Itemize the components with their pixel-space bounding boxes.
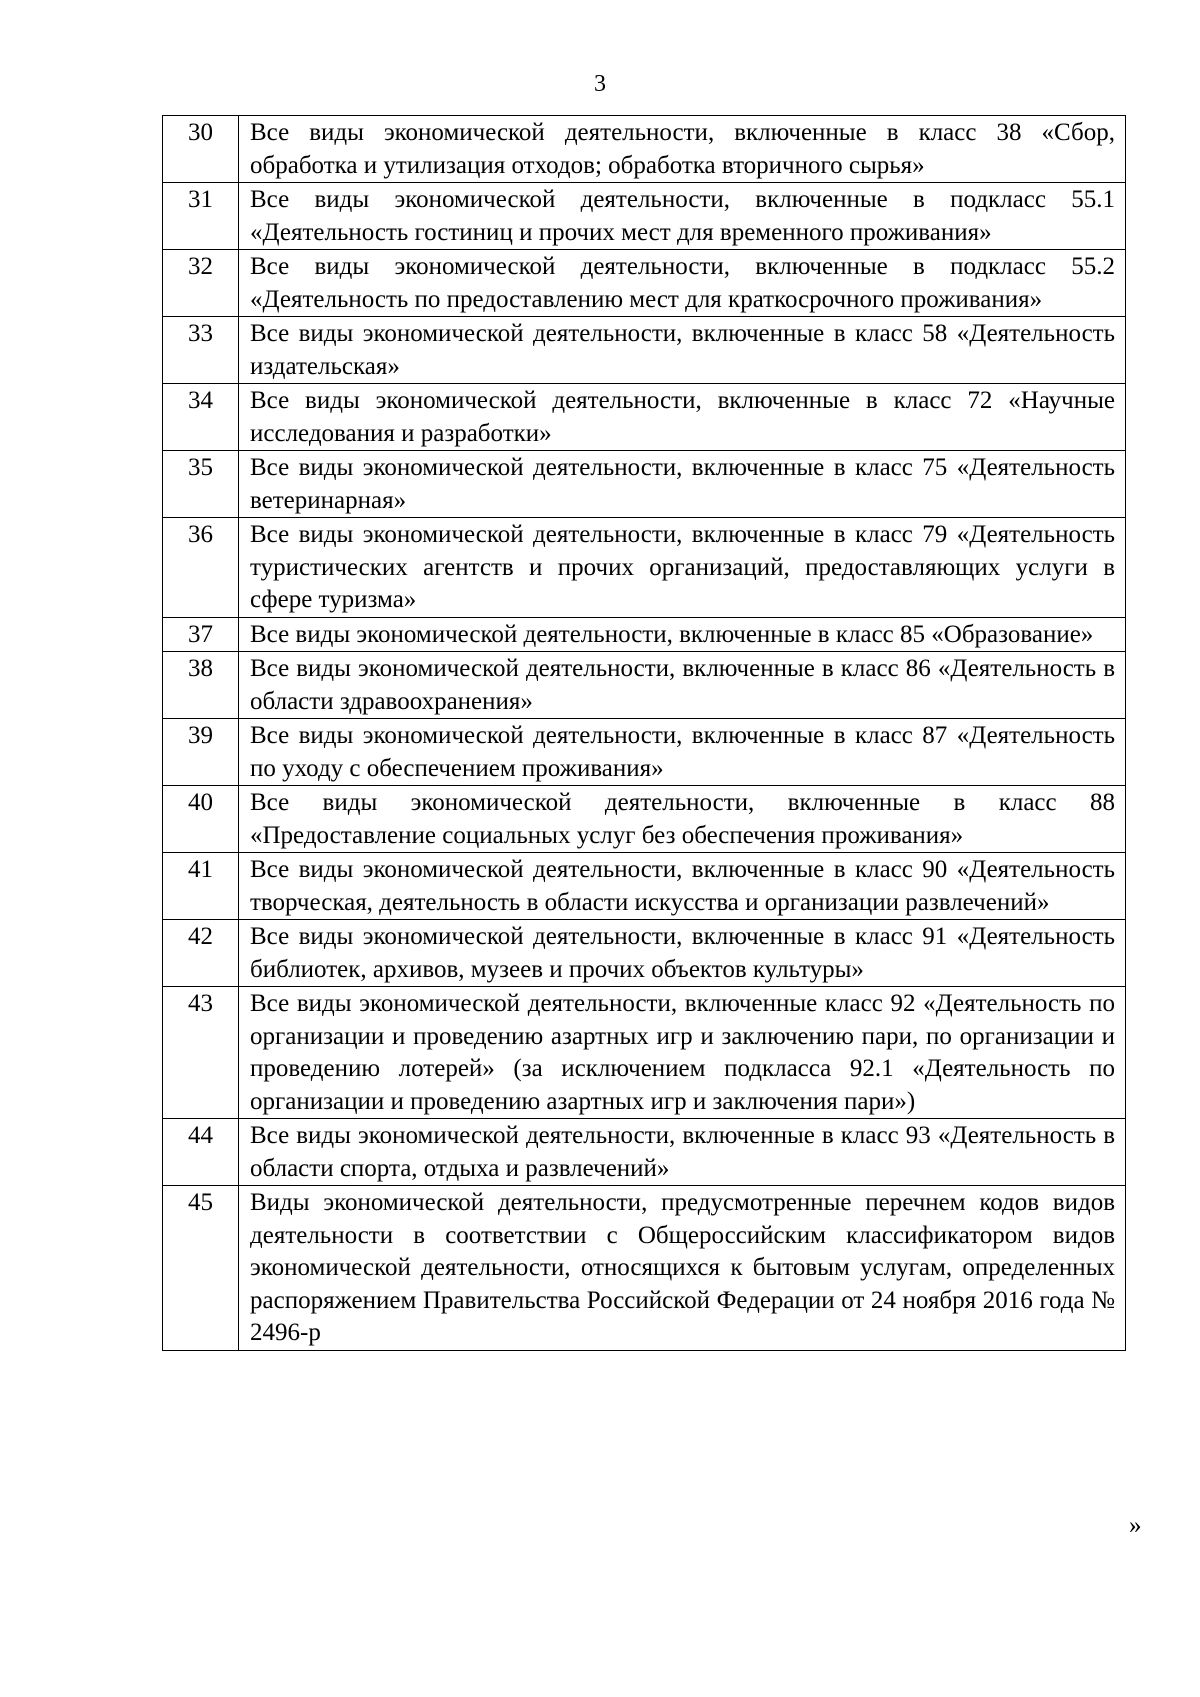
page-number: 3 [594, 71, 606, 97]
row-description: Все виды экономической деятельности, включенные класс 92 «Деятельность по организации и проведению азартных игр и заключению пари, по организации и проведению лотерей» (за исключением подкласса 92.1 «Деятельность по организации и проведению азартных игр и заключения пари») [239, 987, 1126, 1119]
row-description: Виды экономической деятельности, предусмотренные перечнем кодов видов деятельности в соответствии с Общероссийским классификатором видов экономической деятельности, относящихся к бытовым услугам, определенных распоряжением Правительства Российской Федерации от 24 ноября 2016 года № 2496-р [239, 1186, 1126, 1351]
row-description: Все виды экономической деятельности, включенные в класс 87 «Деятельность по уходу с обеспечением проживания» [239, 719, 1126, 786]
table-row [163, 317, 1126, 384]
row-number: 33 [163, 317, 239, 384]
table-row [163, 250, 1126, 317]
row-description: Все виды экономической деятельности, включенные в класс 75 «Деятельность ветеринарная» [239, 451, 1126, 518]
row-description: Все виды экономической деятельности, включенные в класс 72 «Научные исследования и разработки» [239, 384, 1126, 451]
row-number: 35 [163, 451, 239, 518]
row-description: Все виды экономической деятельности, включенные в класс 91 «Деятельность библиотек, архивов, музеев и прочих объектов культуры» [239, 920, 1126, 987]
row-description: Все виды экономической деятельности, включенные в класс 58 «Деятельность издательская» [239, 317, 1126, 384]
row-number: 45 [163, 1186, 239, 1351]
table-row [163, 987, 1126, 1119]
row-number: 30 [163, 116, 239, 183]
row-number: 40 [163, 786, 239, 853]
row-description: Все виды экономической деятельности, включенные в класс 88 «Предоставление социальных услуг без обеспечения проживания» [239, 786, 1126, 853]
row-number: 36 [163, 518, 239, 618]
table-row [163, 451, 1126, 518]
row-number: 39 [163, 719, 239, 786]
row-number: 32 [163, 250, 239, 317]
activity-table [162, 115, 1126, 1351]
table-row [163, 652, 1126, 719]
row-description: Все виды экономической деятельности, включенные в класс 85 «Образование» [239, 617, 1126, 652]
row-description: Все виды экономической деятельности, включенные в класс 79 «Деятельность туристических агентств и прочих организаций, предоставляющих услуги в сфере туризма» [239, 518, 1126, 618]
table-row [163, 719, 1126, 786]
table-row [163, 1186, 1126, 1351]
table-row [163, 183, 1126, 250]
row-number: 34 [163, 384, 239, 451]
table-row [163, 617, 1126, 652]
table-row [163, 1119, 1126, 1186]
row-description: Все виды экономической деятельности, включенные в класс 86 «Деятельность в области здравоохранения» [239, 652, 1126, 719]
table-row [163, 384, 1126, 451]
row-number: 42 [163, 920, 239, 987]
row-number: 43 [163, 987, 239, 1119]
row-number: 38 [163, 652, 239, 719]
table-row [163, 116, 1126, 183]
row-description: Все виды экономической деятельности, включенные в класс 93 «Деятельность в области спорта, отдыха и развлечений» [239, 1119, 1126, 1186]
row-description: Все виды экономической деятельности, включенные в класс 90 «Деятельность творческая, деятельность в области искусства и организации развлечений» [239, 853, 1126, 920]
row-number: 37 [163, 617, 239, 652]
row-number: 31 [163, 183, 239, 250]
row-number: 41 [163, 853, 239, 920]
table-row [163, 920, 1126, 987]
row-number: 44 [163, 1119, 239, 1186]
row-description: Все виды экономической деятельности, включенные в подкласс 55.1 «Деятельность гостиниц и прочих мест для временного проживания» [239, 183, 1126, 250]
table-row [163, 853, 1126, 920]
closing-quote: » [1129, 1512, 1142, 1539]
row-description: Все виды экономической деятельности, включенные в подкласс 55.2 «Деятельность по предоставлению мест для краткосрочного проживания» [239, 250, 1126, 317]
row-description: Все виды экономической деятельности, включенные в класс 38 «Сбор, обработка и утилизация отходов; обработка вторичного сырья» [239, 116, 1126, 183]
table-row [163, 786, 1126, 853]
table-row [163, 518, 1126, 618]
